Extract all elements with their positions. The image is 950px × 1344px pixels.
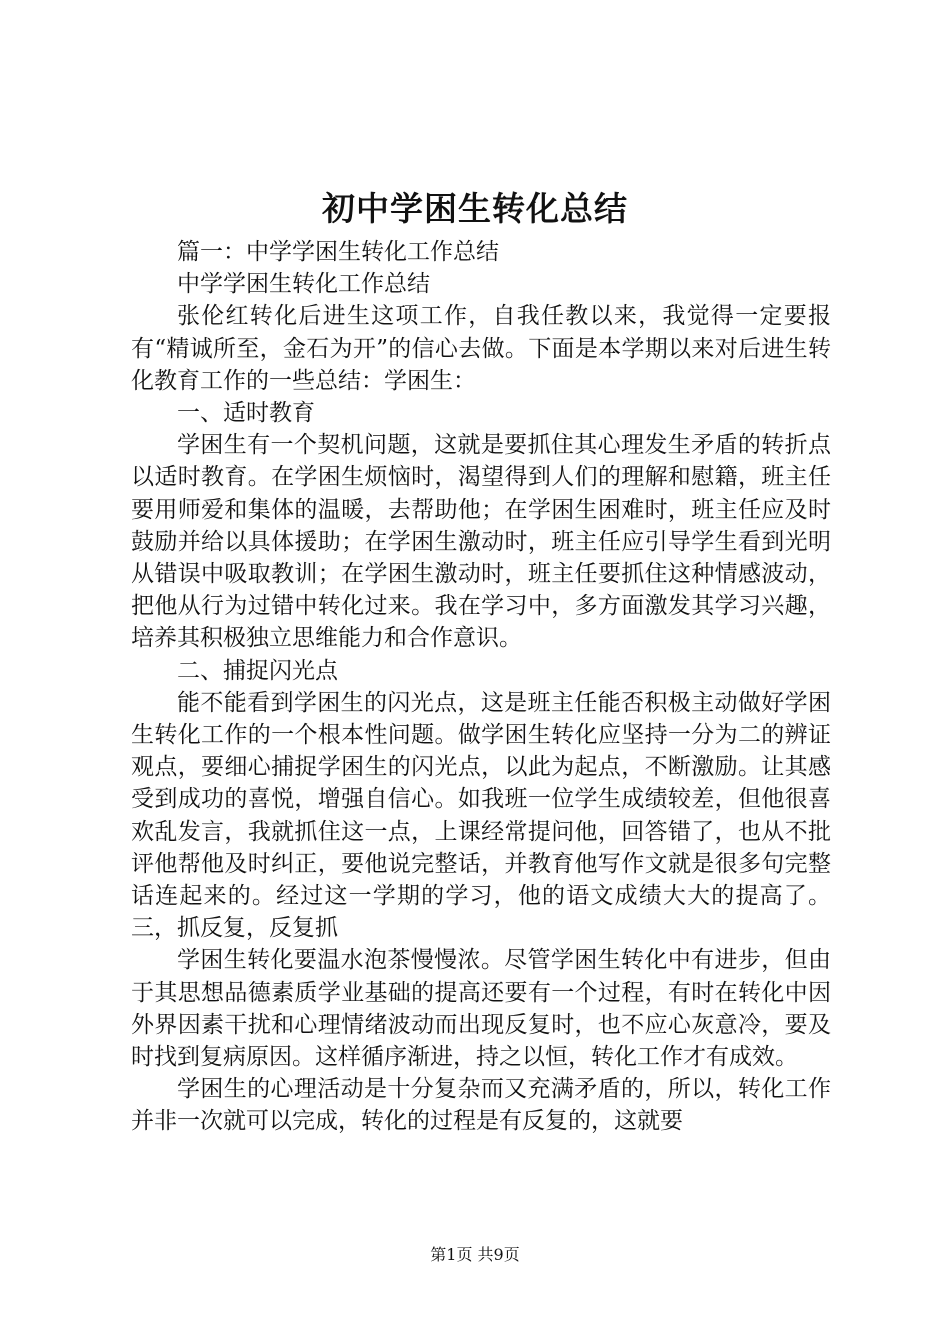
paragraph: 学困生转化要温水泡茶慢慢浓。尽管学困生转化中有进步，但由于其思想品德素质学业基础的提高还要有一个过程，有时在转化中因外界因素干扰和心理情绪波动而出现反复时，也不应心灰意冷，要及时找到复病原因。这样循序渐进，持之以恒，转化工作才有成效。 bbox=[131, 947, 831, 1071]
section-heading-1: 篇一：中学学困生转化工作总结 bbox=[177, 239, 499, 265]
paragraph: 学困生的心理活动是十分复杂而又充满矛盾的，所以，转化工作并非一次就可以完成，转化的过程是有反复的，这就要 bbox=[131, 1076, 831, 1135]
paragraph: 能不能看到学困生的闪光点，这是班主任能否积极主动做好学困生转化工作的一个根本性问题。做学困生转化应坚持一分为二的辨证观点，要细心捕捉学困生的闪光点，以此为起点，不断激励。让其感受到成功的喜悦，增强自信心。如我班一位学生成绩较差，但他很喜欢乱发言，我就抓住这一点，上课经常提问他，回答错了，也从不批评他帮他及时纠正，要他说完整话，并教育他写作文就是很多句完整话连起来的。经过这一学期的学习，他的语文成绩大大的提高了。三，抓反复，反复抓 bbox=[131, 689, 831, 942]
paragraph: 学困生有一个契机问题，这就是要抓住其心理发生矛盾的转折点以适时教育。在学困生烦恼时，渴望得到人们的理解和慰籍，班主任要用师爱和集体的温暖，去帮助他；在学困生困难时，班主任应及时鼓励并给以具体援助；在学困生激动时，班主任应引导学生看到光明从错误中吸取教训；在学困生激动时，班主任要抓住这种情感波动，把他从行为过错中转化过来。我在学习中，多方面激发其学习兴趣，培养其积极独立思维能力和合作意识。 bbox=[131, 432, 831, 652]
subtitle: 中学学困生转化工作总结 bbox=[177, 271, 430, 298]
document-body bbox=[131, 236, 831, 1138]
document-title: 初中学困生转化总结 bbox=[322, 189, 628, 228]
paragraph: 张伦红转化后进生这项工作，自我任教以来，我觉得一定要报有“精诚所至，金石为开”的信心去做。下面是本学期以来对后进生转化教育工作的一些总结：学困生： bbox=[131, 303, 831, 394]
section-heading: 二、捕捉闪光点 bbox=[177, 657, 338, 684]
page-number-footer: 第1页 共9页 bbox=[430, 1245, 520, 1264]
section-heading: 一、适时教育 bbox=[177, 400, 315, 427]
